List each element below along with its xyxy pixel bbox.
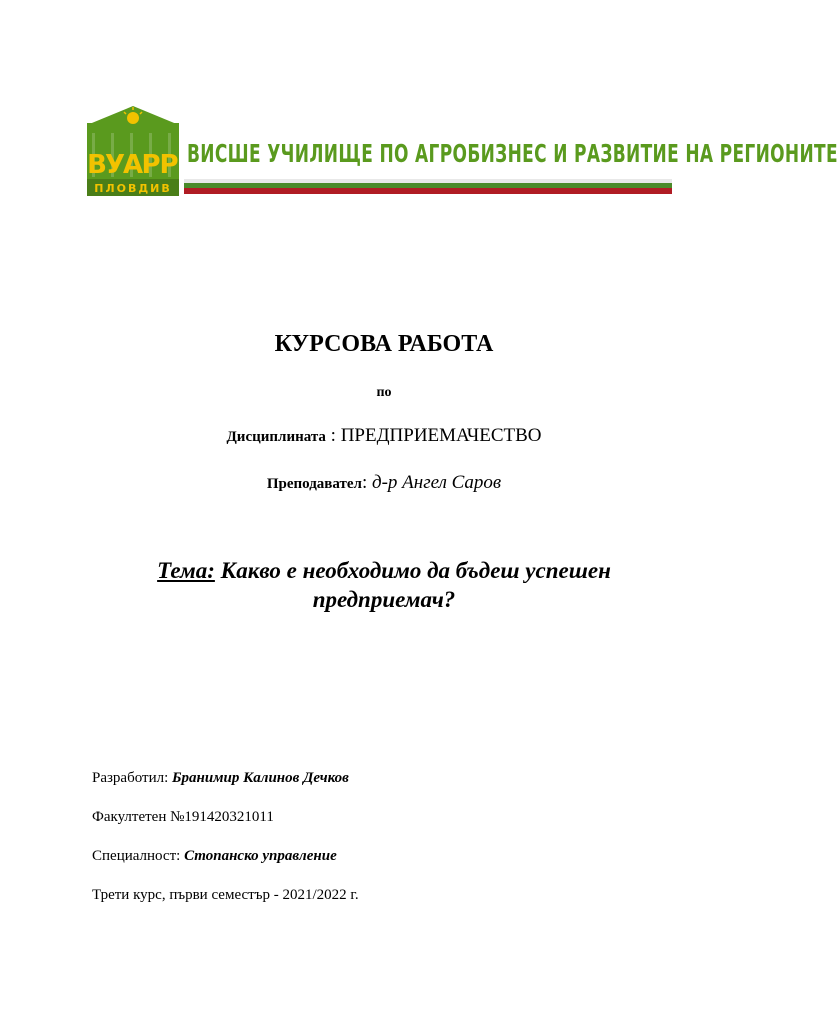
developed-by-line <box>92 768 349 788</box>
logo-letter: Р <box>159 150 179 180</box>
teacher-label: Преподавател <box>266 476 362 492</box>
institution-name: ВИСШЕ УЧИЛИЩЕ ПО АГРОБИЗНЕС И РАЗВИТИЕ НА РЕГИОНИТЕ <box>187 139 838 168</box>
specialty-label: Специалност: <box>92 848 185 864</box>
logo-letter: В <box>87 150 107 180</box>
teacher-value: д-р Ангел Саров <box>371 472 502 493</box>
subtitle-po: по <box>376 385 392 400</box>
developed-label: Разработил: <box>92 770 173 786</box>
document-title: КУРСОВА РАБОТА <box>274 331 494 357</box>
logo-city: ПЛОВДИВ <box>94 182 172 195</box>
developed-value: Бранимир Калинов Дечков <box>172 770 349 786</box>
discipline-separator: : <box>325 425 341 446</box>
flag-stripe <box>184 179 672 196</box>
topic-text-1: Какво е необходимо да бъдеш успешен <box>214 558 611 583</box>
topic-block <box>0 556 768 614</box>
teacher-separator: : <box>361 472 372 493</box>
logo-graphic <box>84 103 182 197</box>
specialty-value: Стопанско управление <box>184 848 337 864</box>
teacher-line <box>0 471 768 496</box>
discipline-line <box>0 424 768 449</box>
logo-letter: А <box>122 150 144 180</box>
topic-label: Тема: <box>157 558 215 583</box>
topic-line-2: предприемач? <box>312 587 456 612</box>
discipline-label: Дисциплината <box>226 429 326 445</box>
course-line: Трети курс, първи семестър - 2021/2022 г. <box>92 887 359 903</box>
discipline-value: ПРЕДПРИЕМАЧЕСТВО <box>340 425 542 446</box>
specialty-line <box>92 846 337 866</box>
faculty-number-line: Факултетен №191420321011 <box>92 809 274 825</box>
institution-logo <box>84 103 182 197</box>
topic-line-1 <box>0 556 768 585</box>
logo-letter: Р <box>141 150 161 180</box>
logo-letter: У <box>104 150 126 180</box>
